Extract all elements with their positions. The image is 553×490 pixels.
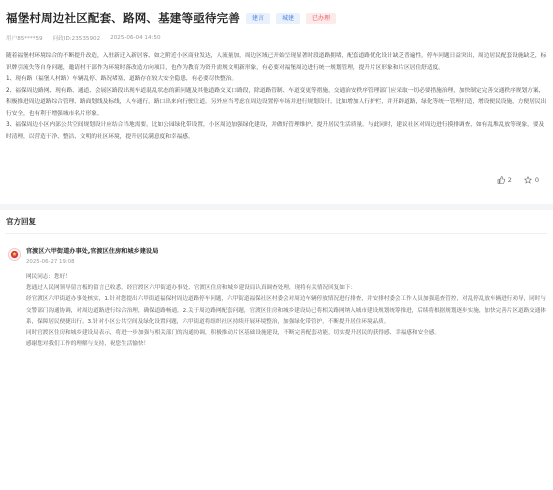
reply-paragraph: 您通过人民网领导留言板的留言已收悉，经官渡区六甲街道办事处、官渡区住房和城乡建设局认真调查处理，现将有关情况回复如下： <box>26 285 357 292</box>
favorite-count: 0 <box>534 176 539 184</box>
reply-time: 2025-06-27 19:08 <box>26 259 75 265</box>
post-paragraph: 1、现有路（福堡人村路）车辆乱停、路况堵塞，道路存在较大安全隐患，有必要尽快整治。 <box>6 76 238 82</box>
government-emblem-icon <box>8 248 21 261</box>
status-badge: 已办理 <box>306 13 336 24</box>
reply-paragraph: 网民同志：您好！ <box>26 274 71 280</box>
post-actions <box>497 176 539 184</box>
post-time: 2025-06-04 14:50 <box>110 35 161 41</box>
post-paragraph: 2、福保周边路网、现有路、通道、会展区路段出现车道混乱状态的新问题及其他道路交叉口路段，除道路管制、车道变更等措施，交通治安秩序管理部门应采取一切必要措施治理，加快制定完善交通秩序规划方案，积极推进周边道路综合管理、路面划线及标线，人车通行，路口出来向行驶让道。另外应当考虑在周边设置停车场并进行规划设计，比如增加人行护栏，并开辟道路，绿化等统一管理打造，增设便民设施，方便居民出行安全，也有利于增强城市名片形象。 <box>6 87 547 117</box>
post-paragraph: 3、福保周边小区内部公共空间规划设计应结合当地需要，比如公园绿化带设置，小区周边加强绿化建设，并做好管理维护，提升居民生活质量。与此同时，建议社区对周边进行摸排调查，如有乱堆乱放等现象，要及时清理，以营造干净、整洁、文明的社区环境，提升居民满意度和幸福感。 <box>6 122 545 140</box>
official-reply <box>6 248 547 350</box>
reply-paragraph: 感谢您对我们工作的理解与支持，祝您生活愉快！ <box>26 341 150 348</box>
reply-paragraph: 经官渡区六甲街道办事处核实，1.针对您提出六甲街道福保村周边道路停车问题，六甲街道福保社区村委会对周边车辆停放情况进行排查，并安排村委会工作人员加强巡查管控，对乱停乱放车辆进行劝导，同时与交警部门沟通协调，对周边道路进行综合治理，确保道路畅通。2.关于周边路网配套问题，官渡区住房和城乡建设局已将相关路网纳入城市建设规划统筹推进，后续将根据规划逐步实施，加快完善片区道路交通体系，保障居民便捷出行。3.针对小区公共空间及绿化设置问题，六甲街道将组织社区持续开展环境整治，加强绿化带管护，不断提升居住环境品质。 <box>26 296 546 325</box>
thumbs-up-icon <box>497 176 505 184</box>
post-title-row <box>6 8 547 28</box>
favorite-button[interactable] <box>524 176 539 184</box>
tag-urban-construction[interactable]: 城建 <box>276 13 300 24</box>
post-card <box>0 0 553 200</box>
reply-paragraph: 同时官渡区住房和城乡建设局表示，将进一步加强与相关部门的沟通协调，积极推动片区基础设施建设，不断完善配套功能，切实提升居民的获得感、幸福感和安全感。 <box>26 330 440 337</box>
responder-name: 官渡区六甲街道办事处,官渡区住房和城乡建设局 <box>26 248 159 255</box>
post-body <box>6 51 547 143</box>
post-meta <box>6 33 547 43</box>
like-button[interactable] <box>497 176 512 184</box>
reply-body <box>26 272 547 350</box>
post-paragraph: 随着福堡村环境综合的不断提升改造，入驻新迁入新居客、如之附近小区商业发达，人流量加，周边区域已开始呈现显著时段道路拥堵，配套道路优化设计缺乏普遍性，停车问题日益突出，周边居民配套设施缺乏，标识牌引流失等自身问题，邀请村干部作为环境时落改造方向项目，也作为教育为资升需规文明新形象，有必要对福堡周边进行统一规划管理，提升片区形象和片区居住舒适度。 <box>6 53 547 71</box>
official-reply-heading: 官方回复 <box>6 210 547 234</box>
post-id: 问政ID:23535902 <box>52 36 101 42</box>
post-user: 用户85****59 <box>6 36 43 42</box>
like-count: 2 <box>507 176 512 184</box>
post-title: 福堡村周边社区配套、路网、基建等亟待完善 <box>6 11 240 25</box>
tag-advice[interactable]: 建言 <box>246 13 270 24</box>
star-icon <box>524 176 532 184</box>
official-reply-section <box>0 210 553 490</box>
